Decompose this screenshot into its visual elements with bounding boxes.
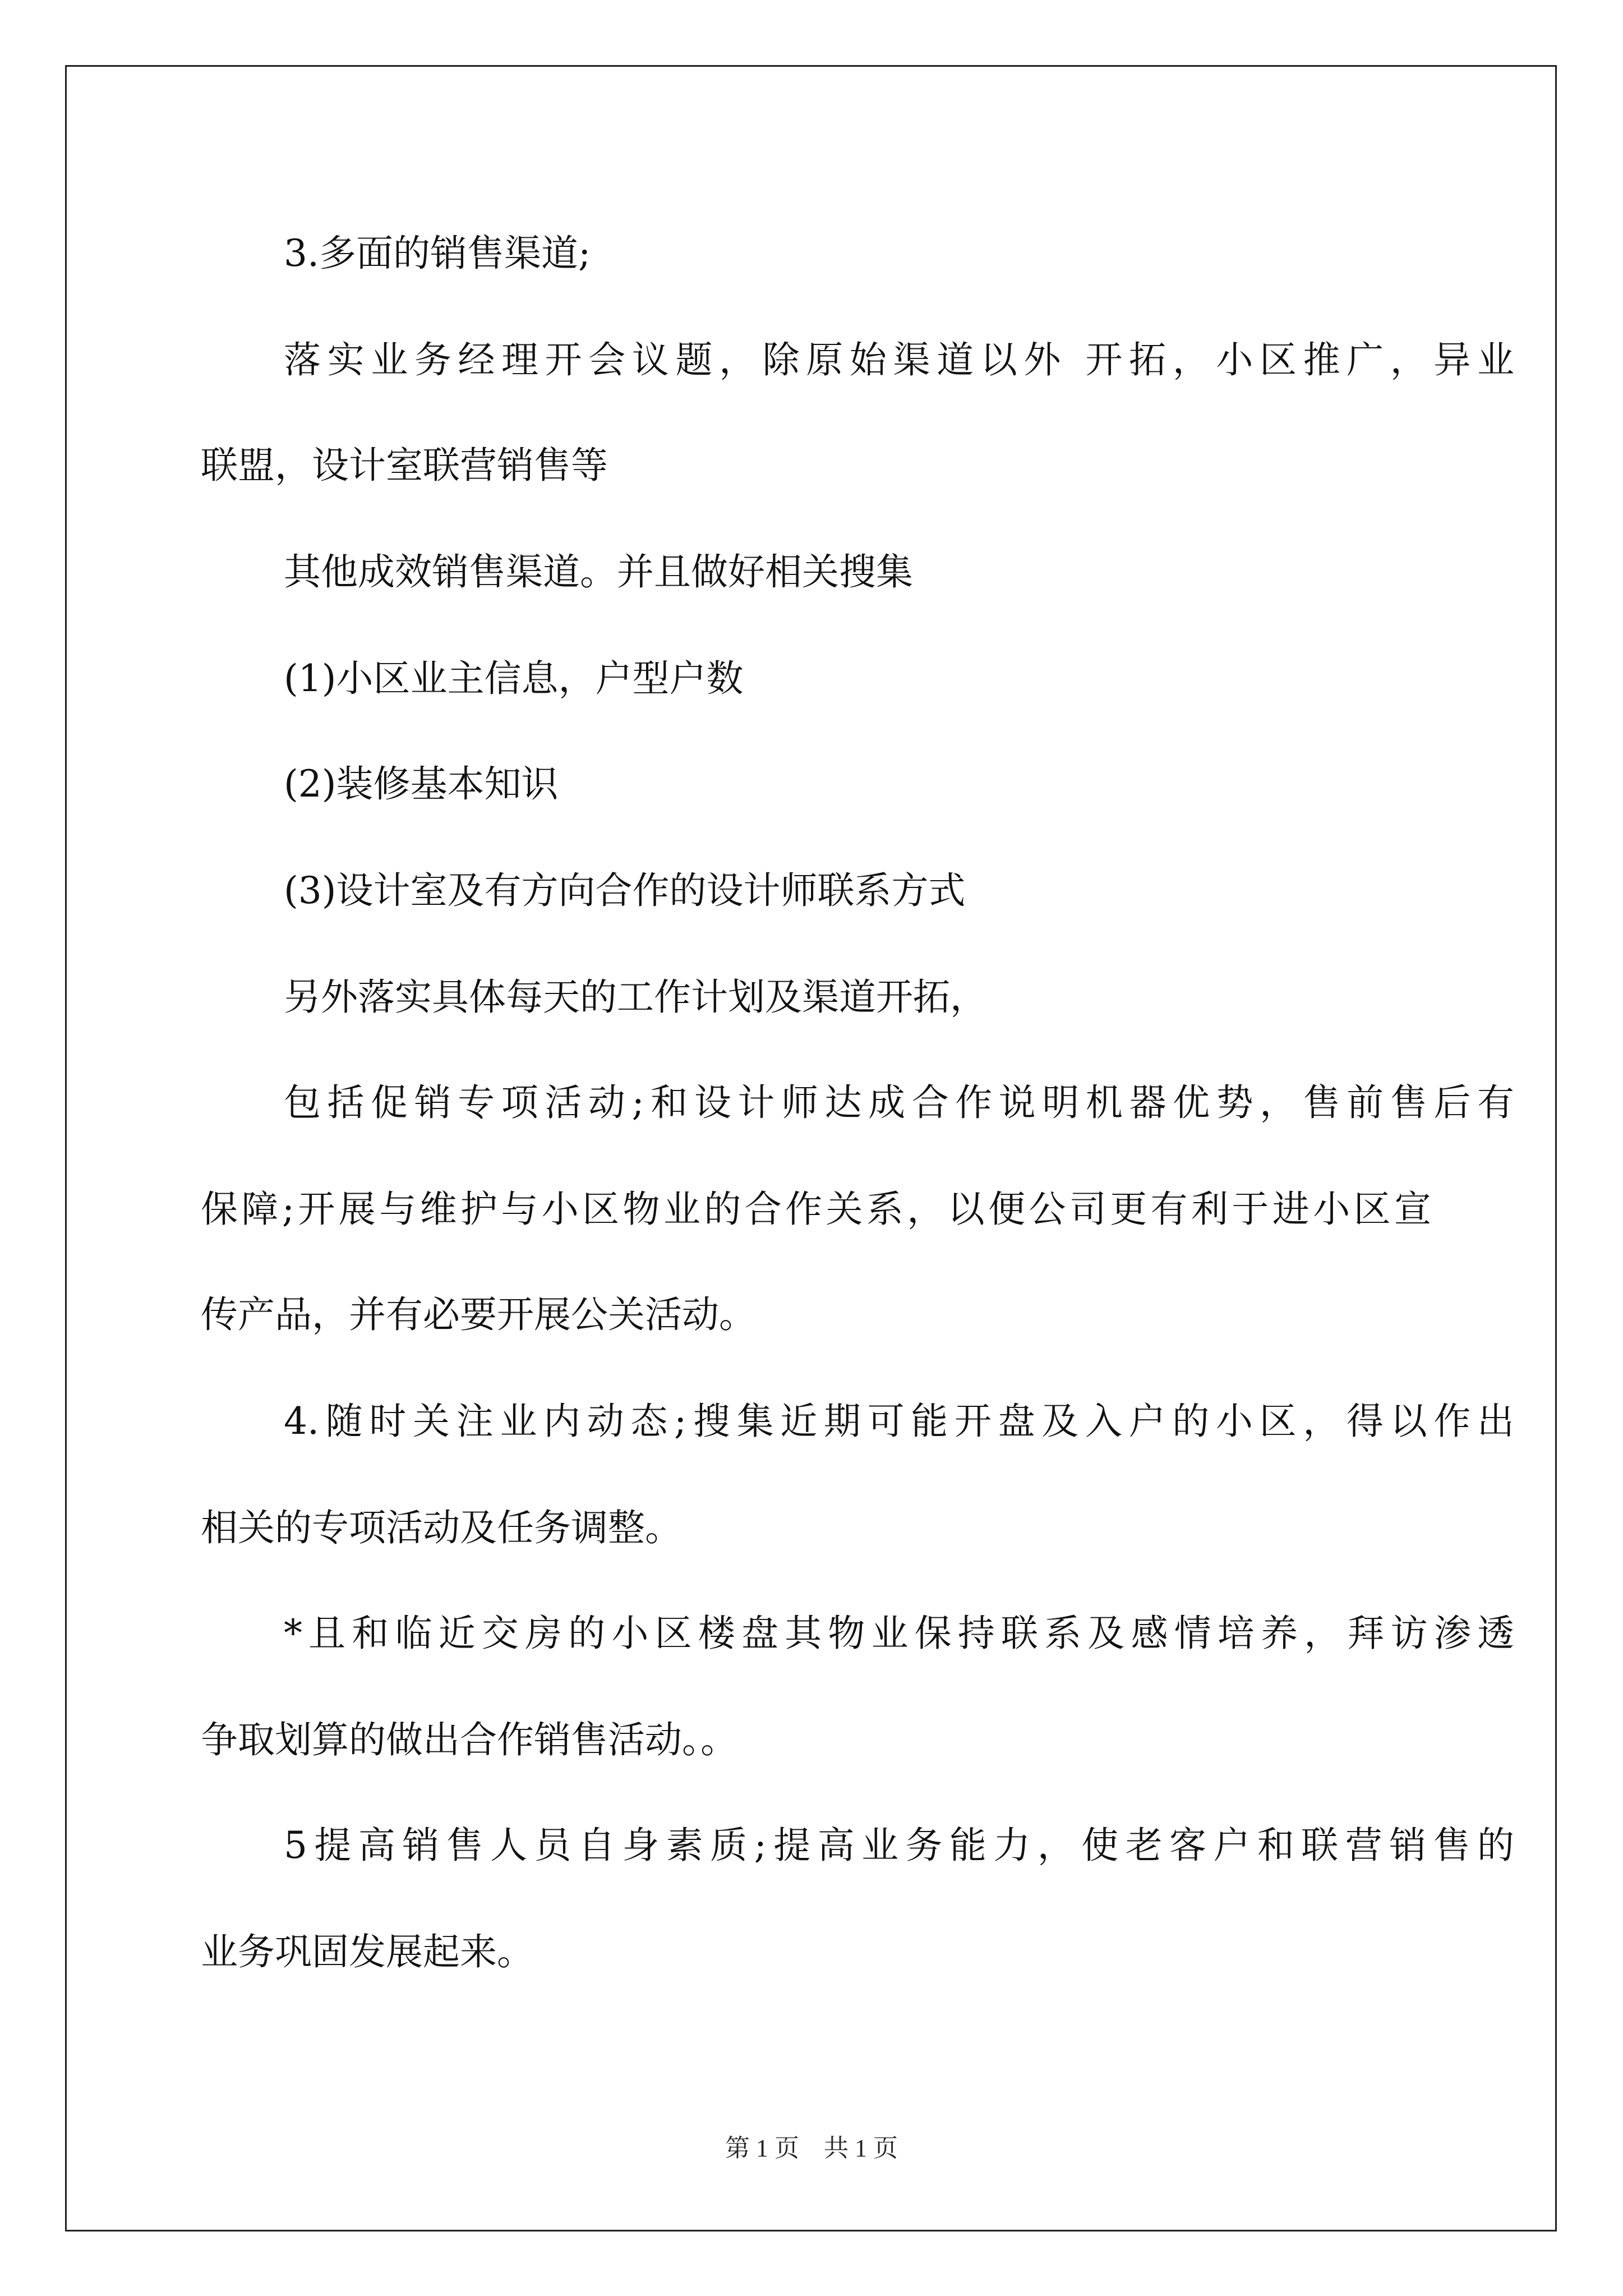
text-line: 相关的专项活动及任务调整。 [201,1506,682,1549]
text-line: *且和临近交房的小区楼盘其物业保持联系及感情培养，拜访渗透 [284,1612,1514,1655]
text-line: 落实业务经理开会议题，除原始渠道以外 开拓，小区推广，异业 [284,338,1514,381]
text-line: 另外落实具体每天的工作计划及渠道开拓， [284,976,987,1019]
text-line: (2)装修基本知识 [284,762,559,806]
text-line: 争取划算的做出合作销售活动。。 [201,1718,737,1761]
text-line: 保障;开展与维护与小区物业的合作关系，以便公司更有利于进小区宣 [201,1188,1431,1231]
text-line: 联盟，设计室联营销售等 [201,444,608,487]
text-line: 业务巩固发展起来。 [201,1930,534,1973]
page-footer: 第 1 页 共 1 页 [725,2134,898,2162]
text-line: 其他成效销售渠道。并且做好相关搜集 [284,550,913,593]
text-line: 包括促销专项活动;和设计师达成合作说明机器优势，售前售后有 [284,1081,1514,1124]
text-line: 3.多面的销售渠道; [284,232,591,275]
text-line: 传产品，并有必要开展公关活动。 [201,1293,756,1336]
text-line: 4.随时关注业内动态;搜集近期可能开盘及入户的小区，得以作出 [284,1400,1514,1443]
text-line: (1)小区业主信息，户型户数 [284,657,744,700]
text-line: (3)设计室及有方向合作的设计师联系方式 [284,869,966,912]
text-line: 5提高销售人员自身素质;提高业务能力，使老客户和联营销售的 [284,1824,1514,1867]
document-body [201,0,1514,2076]
